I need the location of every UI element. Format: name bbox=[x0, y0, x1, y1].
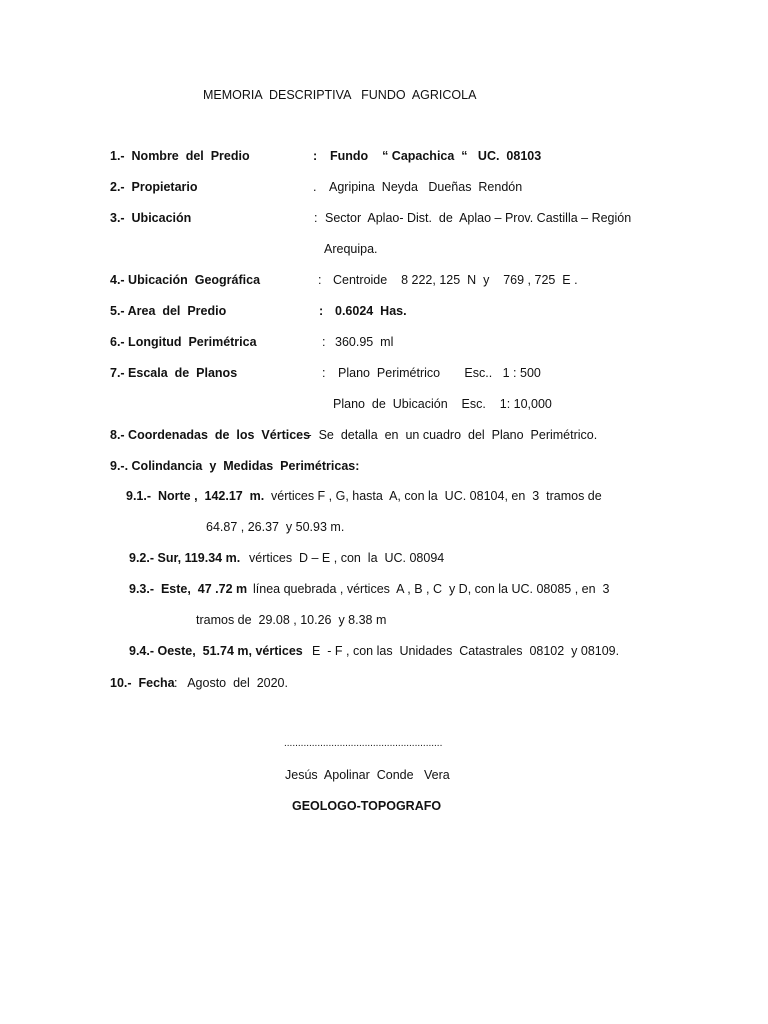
item-1-value: Fundo “ Capachica “ UC. 08103 bbox=[330, 149, 542, 163]
item-3-value-continued: Arequipa. bbox=[324, 242, 378, 256]
signature-line: ......................................................... bbox=[284, 738, 443, 749]
item-2-label: 2.- Propietario bbox=[110, 180, 198, 194]
boundary-north-text: vértices F , G, hasta A, con la UC. 08104, en 3 tramos de bbox=[271, 489, 602, 503]
item-3-value: Sector Aplao- Dist. de Aplao – Prov. Castilla – Región bbox=[325, 211, 632, 225]
item-8-label: 8.- Coordenadas de los Vértices bbox=[110, 428, 311, 442]
document-title: MEMORIA DESCRIPTIVA FUNDO AGRICOLA bbox=[203, 88, 477, 102]
item-10-value: : Agosto del 2020. bbox=[174, 676, 288, 690]
boundary-east-text-continued: tramos de 29.08 , 10.26 y 8.38 m bbox=[196, 613, 387, 627]
item-5-label: 5.- Area del Predio bbox=[110, 304, 227, 318]
item-7-value: Plano Perimétrico Esc.. 1 : 500 bbox=[338, 366, 541, 380]
boundary-north-heading: 9.1.- Norte , 142.17 m. bbox=[126, 489, 265, 503]
signature-role: GEOLOGO-TOPOGRAFO bbox=[292, 799, 442, 813]
item-6-separator: : bbox=[322, 335, 326, 349]
item-4-value: Centroide 8 222, 125 N y 769 , 725 E . bbox=[333, 273, 578, 287]
boundary-south-heading: 9.2.- Sur, 119.34 m. bbox=[129, 551, 241, 565]
item-6-label: 6.- Longitud Perimétrica bbox=[110, 335, 257, 349]
boundary-east-heading: 9.3.- Este, 47 .72 m bbox=[129, 582, 248, 596]
item-1-label: 1.- Nombre del Predio bbox=[110, 149, 250, 163]
item-7-value-continued: Plano de Ubicación Esc. 1: 10,000 bbox=[333, 397, 552, 411]
item-5-separator: : bbox=[319, 304, 324, 318]
boundary-north-text-continued: 64.87 , 26.37 y 50.93 m. bbox=[206, 520, 345, 534]
item-2-value: Agripina Neyda Dueñas Rendón bbox=[329, 180, 523, 194]
boundary-west-heading: 9.4.- Oeste, 51.74 m, vértices bbox=[129, 644, 303, 658]
item-8-value: .- Se detalla en un cuadro del Plano Perimétrico. bbox=[304, 428, 598, 442]
boundary-west-text: E - F , con las Unidades Catastrales 08102 y 08109. bbox=[312, 644, 620, 658]
item-4-label: 4.- Ubicación Geográfica bbox=[110, 273, 261, 287]
item-5-value: 0.6024 Has. bbox=[335, 304, 407, 318]
item-6-value: 360.95 ml bbox=[335, 335, 394, 349]
item-2-separator: . bbox=[313, 180, 317, 194]
item-3-label: 3.- Ubicación bbox=[110, 211, 192, 225]
item-1-separator: : bbox=[313, 149, 318, 163]
item-10-label: 10.- Fecha bbox=[110, 676, 175, 690]
boundary-south-text: vértices D – E , con la UC. 08094 bbox=[249, 551, 445, 565]
item-4-separator: : bbox=[318, 273, 322, 287]
item-7-separator: : bbox=[322, 366, 326, 380]
boundary-east-text: línea quebrada , vértices A , B , C y D, con la UC. 08085 , en 3 bbox=[253, 582, 610, 596]
item-7-label: 7.- Escala de Planos bbox=[110, 366, 238, 380]
item-9-label: 9.-. Colindancia y Medidas Perimétricas: bbox=[110, 459, 360, 473]
item-3-separator: : bbox=[314, 211, 318, 225]
signature-name: Jesús Apolinar Conde Vera bbox=[285, 768, 450, 782]
